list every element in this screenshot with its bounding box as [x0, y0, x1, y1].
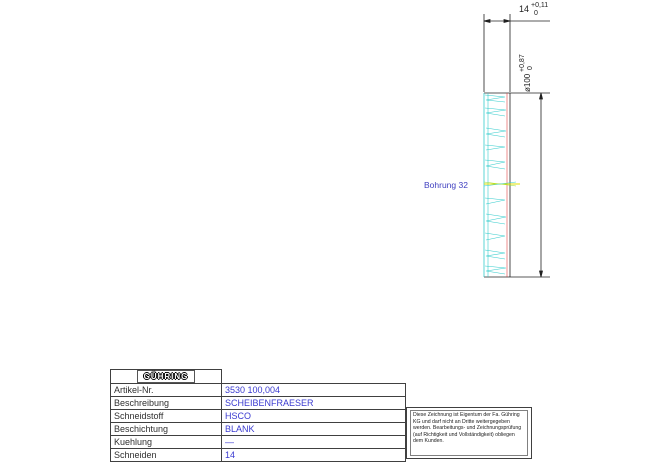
title-row: [111, 384, 406, 397]
title-block: [110, 369, 406, 462]
row-label: Schneiden: [111, 449, 222, 462]
row-value: BLANK: [222, 423, 406, 436]
diameter-nominal: ø100: [523, 73, 532, 92]
title-row: [111, 410, 406, 423]
row-value: HSCO: [222, 410, 406, 423]
width-lower-tol: 0: [534, 10, 538, 17]
notice-text: Diese Zeichnung ist Eigentum der Fa. Gühring KG und darf nicht an Dritte weitergegeben werden. Bearbeitungs- und Zeichnungsprüfung (auf Richtigkeit und Vollständigkeit) obliegen dem Kunden.: [410, 410, 528, 456]
diameter-dimension: [510, 93, 550, 277]
row-label: Beschreibung: [111, 397, 222, 410]
diameter-upper-tol: +0,87: [519, 54, 526, 72]
row-value: 14: [222, 449, 406, 462]
row-label: Kuehlung: [111, 436, 222, 449]
teeth-hatch: [485, 93, 506, 277]
title-row: [111, 397, 406, 410]
bore-label: Bohrung 32: [424, 180, 468, 190]
width-upper-tol: +0,11: [531, 2, 549, 9]
width-nominal: 14: [519, 4, 530, 14]
row-value: SCHEIBENFRAESER: [222, 397, 406, 410]
bore-marker: [484, 182, 520, 186]
row-label: Artikel-Nr.: [111, 384, 222, 397]
row-value: —: [222, 436, 406, 449]
width-dimension: [484, 14, 550, 92]
logo-cell: [111, 370, 222, 384]
guehring-logo: GÜHRING: [137, 370, 196, 383]
logo-blank: [222, 370, 406, 384]
row-label: Beschichtung: [111, 423, 222, 436]
title-row: [111, 423, 406, 436]
row-value: 3530 100,004: [222, 384, 406, 397]
ownership-notice: [406, 407, 532, 459]
logo-row: [111, 370, 406, 384]
diameter-lower-tol: 0: [527, 66, 534, 70]
title-row: [111, 436, 406, 449]
row-label: Schneidstoff: [111, 410, 222, 423]
